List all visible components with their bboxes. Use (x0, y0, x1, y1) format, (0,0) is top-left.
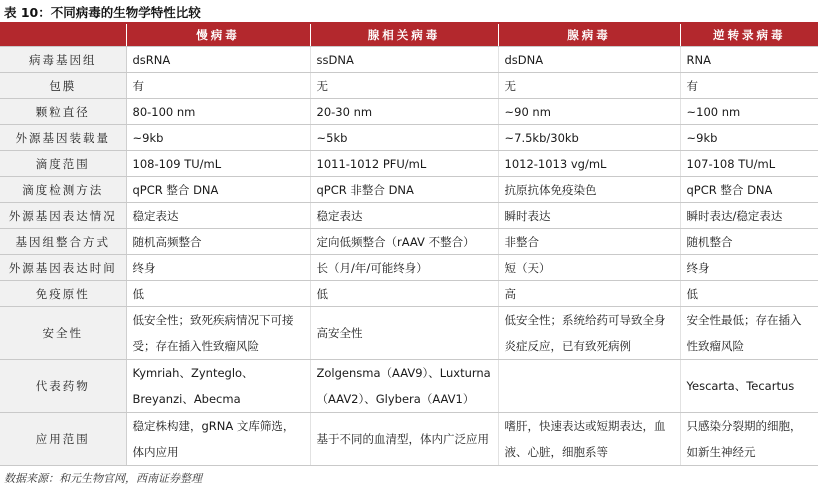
table-cell (498, 360, 680, 413)
table-row (0, 99, 818, 125)
table-cell: ~9kb (680, 125, 818, 151)
table-cell: 短（天） (498, 255, 680, 281)
row-label: 外源基因表达情况 (0, 203, 126, 229)
table-cell: ~5kb (310, 125, 498, 151)
row-label: 应用范围 (0, 413, 126, 466)
table-row (0, 177, 818, 203)
table-cell: 瞬时表达/稳定表达 (680, 203, 818, 229)
table-cell: 80-100 nm (126, 99, 310, 125)
table-cell: 终身 (126, 255, 310, 281)
table-cell: qPCR 整合 DNA (680, 177, 818, 203)
table-cell: 低安全性；致死疾病情况下可接受；存在插入性致瘤风险 (126, 307, 310, 360)
table-cell: 定向低频整合（rAAV 不整合） (310, 229, 498, 255)
table-cell: qPCR 整合 DNA (126, 177, 310, 203)
header-lentivirus: 慢病毒 (126, 24, 310, 47)
row-label: 安全性 (0, 307, 126, 360)
table-cell: 终身 (680, 255, 818, 281)
table-cell: 低 (680, 281, 818, 307)
table-row (0, 151, 818, 177)
table-cell: 无 (310, 73, 498, 99)
row-label: 基因组整合方式 (0, 229, 126, 255)
row-label: 代表药物 (0, 360, 126, 413)
table-cell: 108-109 TU/mL (126, 151, 310, 177)
row-label: 包膜 (0, 73, 126, 99)
row-label: 免疫原性 (0, 281, 126, 307)
header-aav: 腺相关病毒 (310, 24, 498, 47)
table-cell: RNA (680, 47, 818, 73)
header-adenovirus: 腺病毒 (498, 24, 680, 47)
comparison-table (0, 24, 818, 466)
table-cell: 安全性最低；存在插入性致瘤风险 (680, 307, 818, 360)
table-cell: ~9kb (126, 125, 310, 151)
table-cell: 低安全性；系统给药可导致全身炎症反应，已有致死病例 (498, 307, 680, 360)
table-cell: dsDNA (498, 47, 680, 73)
table-cell: 高 (498, 281, 680, 307)
row-label: 滴度范围 (0, 151, 126, 177)
row-label: 外源基因装载量 (0, 125, 126, 151)
table-cell: Kymriah、Zynteglo、Breyanzi、Abecma (126, 360, 310, 413)
header-row (0, 24, 818, 47)
table-row (0, 360, 818, 413)
table-cell: 随机高频整合 (126, 229, 310, 255)
table-cell: 随机整合 (680, 229, 818, 255)
table-row (0, 255, 818, 281)
table-row (0, 281, 818, 307)
table-cell: 抗原抗体免疫染色 (498, 177, 680, 203)
table-cell: 低 (126, 281, 310, 307)
table-cell: 嗜肝，快速表达或短期表达，血液、心脏，细胞系等 (498, 413, 680, 466)
table-cell: 有 (126, 73, 310, 99)
table-cell: 基于不同的血清型，体内广泛应用 (310, 413, 498, 466)
table-cell: 非整合 (498, 229, 680, 255)
table-cell: 长（月/年/可能终身） (310, 255, 498, 281)
table-cell: ~7.5kb/30kb (498, 125, 680, 151)
table-cell: 只感染分裂期的细胞，如新生神经元 (680, 413, 818, 466)
table-title: 表 10：不同病毒的生物学特性比较 (4, 5, 201, 20)
table-cell: 无 (498, 73, 680, 99)
table-row (0, 307, 818, 360)
row-label: 滴度检测方法 (0, 177, 126, 203)
table-cell: ssDNA (310, 47, 498, 73)
row-label: 颗粒直径 (0, 99, 126, 125)
header-retrovirus: 逆转录病毒 (680, 24, 818, 47)
table-row (0, 47, 818, 73)
table-cell: 低 (310, 281, 498, 307)
table-cell: 107-108 TU/mL (680, 151, 818, 177)
row-label: 病毒基因组 (0, 47, 126, 73)
table-cell: ~90 nm (498, 99, 680, 125)
table-row (0, 73, 818, 99)
table-row (0, 125, 818, 151)
header-corner (0, 24, 126, 47)
table-row (0, 203, 818, 229)
table-row (0, 229, 818, 255)
table-cell: 稳定株构建，gRNA 文库筛选，体内应用 (126, 413, 310, 466)
table-cell: 稳定表达 (126, 203, 310, 229)
table-cell: dsRNA (126, 47, 310, 73)
table-cell: ~100 nm (680, 99, 818, 125)
table-cell: 1011-1012 PFU/mL (310, 151, 498, 177)
table-cell: Zolgensma（AAV9）、Luxturna（AAV2）、Glybera（AAV1） (310, 360, 498, 413)
table-cell: 有 (680, 73, 818, 99)
table-cell: 1012-1013 vg/mL (498, 151, 680, 177)
table-cell: 稳定表达 (310, 203, 498, 229)
row-label: 外源基因表达时间 (0, 255, 126, 281)
table-cell: 高安全性 (310, 307, 498, 360)
table-cell: 瞬时表达 (498, 203, 680, 229)
table-row (0, 413, 818, 466)
source-note: 数据来源：和元生物官网，西南证券整理 (4, 472, 202, 485)
table-cell: 20-30 nm (310, 99, 498, 125)
table-cell: Yescarta、Tecartus (680, 360, 818, 413)
table-cell: qPCR 非整合 DNA (310, 177, 498, 203)
